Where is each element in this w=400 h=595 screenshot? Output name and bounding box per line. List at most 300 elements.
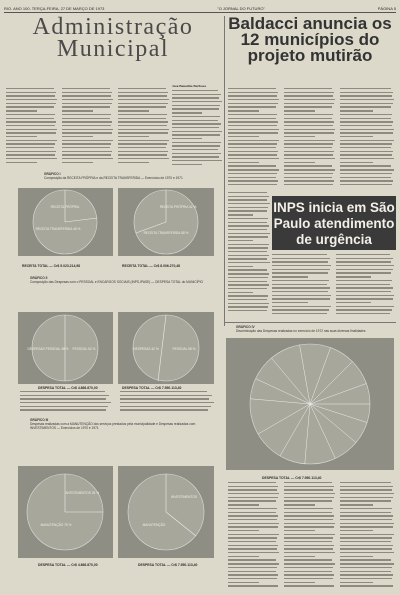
text-line [284,523,335,524]
text-line [6,99,57,100]
text-line [284,571,332,572]
text-line [340,173,392,174]
text-line [228,210,267,211]
text-line [228,559,276,560]
text-line [272,276,308,277]
text-line [228,482,276,483]
text-line [120,409,208,410]
text-line [118,106,166,107]
text-line [118,158,169,159]
text-line [336,298,393,299]
text-line [284,184,333,185]
text-line [228,556,259,557]
text-line [272,291,328,292]
masthead-page-number: PÁGINA 5 [377,5,396,11]
text-line [340,563,394,564]
text-line [228,214,253,215]
text-line [20,398,106,399]
text-line [172,153,221,154]
text-line [172,142,221,143]
text-line [228,199,267,200]
text-line [228,158,279,159]
text-line [228,306,268,307]
text-line [228,132,278,133]
text-line [228,530,259,531]
text-line [228,88,276,89]
text-line [284,125,333,126]
text-line [284,585,334,586]
text-line [284,512,332,513]
text-line [6,110,37,111]
text-line [340,99,394,100]
text-line [340,585,393,586]
text-line [228,292,253,293]
text-line [336,302,371,303]
text-line [340,121,393,122]
text-line [228,582,259,583]
text-line [336,261,391,262]
text-line [228,147,276,148]
text-line [6,136,37,137]
article-byline: José Benedito Barbosa [172,84,206,88]
text-line [284,489,333,490]
text-line [228,512,276,513]
graph2-left-total: DESPESA TOTAL — Cr$ 4.866.870,00 [38,386,98,390]
text-line [6,106,54,107]
text-line [118,121,168,122]
text-line [62,162,93,163]
text-line [172,164,202,165]
text-line [340,180,393,181]
text-line [340,162,373,163]
graph3-left-label-a: INVESTIMENTOS 25 % [64,491,100,495]
text-line [228,574,278,575]
inps-line2: Paulo atendimento [273,216,395,231]
text-line [272,272,328,273]
graph2-caption [30,276,220,284]
text-line [340,571,391,572]
text-line [172,105,220,106]
text-line [228,534,279,535]
text-line [228,244,269,245]
text-line [284,530,315,531]
text-line [336,269,393,270]
graph2-left-label-a: DESPESAS PESSOAL 48 % [27,347,69,351]
text-line [228,106,276,107]
text-line [62,88,110,89]
inps-column-1 [272,254,332,318]
text-line [272,254,327,255]
text-line [20,391,105,392]
text-line [228,552,279,553]
text-line [336,280,392,281]
graph3-right-total: DESPESA TOTAL — Cr$ 7.950.113,40 [138,563,198,567]
text-line [6,95,55,96]
text-line [340,106,391,107]
text-line [228,515,278,516]
text-line [118,125,167,126]
text-line [340,136,373,137]
text-line [340,88,391,89]
text-line [284,537,333,538]
text-line [336,258,393,259]
text-line [228,310,267,311]
text-line [120,406,211,407]
text-line [118,162,149,163]
text-line [62,121,112,122]
text-line [172,108,219,109]
text-line [62,95,111,96]
text-line [340,132,393,133]
text-line [172,94,221,95]
graph2-right-total: DESPESA TOTAL — Cr$ 7.950.113,40 [122,386,182,390]
text-line [272,313,327,314]
text-line [340,165,391,166]
graph2-title: GRÁFICO II [30,276,48,280]
graph2-right-label-a: DESPESAS 42 % [133,347,159,351]
graph4-title: GRÁFICO IV [236,325,255,329]
text-line [6,129,57,130]
text-line [228,203,270,204]
text-line [284,169,335,170]
text-line [228,184,277,185]
text-line [336,272,391,273]
text-line [6,114,55,115]
text-line [284,508,333,509]
text-line [340,118,391,119]
bottom-column-3 [340,482,395,590]
text-line [228,140,279,141]
text-line [172,156,219,157]
graph3-left-label-b: MANUTENÇÃO 75 % [40,523,72,527]
text-line [284,129,335,130]
text-line [228,129,279,130]
graph4-pie [226,338,394,470]
text-line [228,154,277,155]
text-line [340,567,392,568]
text-line [272,261,328,262]
text-line [62,154,111,155]
text-line [228,295,268,296]
graph1-title: GRÁFICO I [44,172,61,176]
text-line [228,173,277,174]
text-line [6,143,55,144]
text-line [340,154,392,155]
text-line [228,258,267,259]
text-line [62,132,112,133]
text-line [6,162,37,163]
text-line [284,556,315,557]
text-line [172,138,202,139]
text-line [284,92,334,93]
text-line [118,147,166,148]
text-line [172,131,222,132]
text-line [284,158,335,159]
text-line [118,92,168,93]
text-line [20,409,106,410]
masthead [4,4,396,13]
text-line [272,298,330,299]
column-divider [224,16,225,326]
text-line [272,309,329,310]
text-line [228,585,278,586]
text-line [340,534,394,535]
text-line [284,162,315,163]
text-line [228,537,277,538]
text-line [340,482,391,483]
text-line [62,147,110,148]
text-line [284,482,332,483]
text-line [228,571,276,572]
graph1-pies [18,188,214,258]
text-line [284,548,333,549]
text-line [340,512,391,513]
text-line [6,154,55,155]
graph2-pies [18,312,214,384]
text-line [284,147,332,148]
text-line [228,563,279,564]
text-line [118,114,167,115]
inps-headline-box [272,196,396,250]
text-line [272,302,308,303]
graph2-right-note [120,391,215,415]
headline-administracao [6,16,220,60]
text-line [284,559,332,560]
text-line [284,552,335,553]
text-line [172,90,218,91]
text-line [62,103,112,104]
text-line [284,582,315,583]
text-line [284,563,335,564]
text-line [284,526,334,527]
text-line [118,140,169,141]
text-line [228,125,277,126]
text-line [6,92,56,93]
text-line [340,556,373,557]
text-line [284,136,315,137]
text-line [340,504,373,505]
text-line [284,154,333,155]
text-line [62,136,93,137]
article-left-column-3 [118,88,170,168]
text-line [172,149,218,150]
text-line [228,103,278,104]
text-line [336,265,394,266]
text-line [284,110,315,111]
text-line [228,207,268,208]
text-line [272,287,330,288]
text-line [284,504,315,505]
text-line [172,145,220,146]
graph4-total: DESPESA TOTAL — Cr$ 7.950.113,40 [262,476,322,480]
graph1-left-label-a: RECEITA PRÓPRIA [50,205,80,209]
text-line [6,147,54,148]
text-line [228,251,267,252]
text-line [284,103,334,104]
text-line [284,500,332,501]
text-line [284,541,332,542]
text-line [228,151,278,152]
text-line [228,288,267,289]
text-line [272,280,329,281]
text-line [228,299,267,300]
text-line [172,97,219,98]
text-line [340,169,394,170]
text-line [340,493,394,494]
text-line [228,95,277,96]
text-line [340,578,392,579]
text-line [340,559,391,560]
text-line [340,515,393,516]
text-line [340,177,391,178]
text-line [340,500,391,501]
text-line [284,173,333,174]
text-line [62,110,93,111]
text-line [228,269,267,270]
text-line [62,125,111,126]
headline-right-line1: Baldacci anuncia os [228,14,392,33]
article-left-column-4 [172,90,222,168]
graph3-caption [30,418,220,430]
text-line [284,95,333,96]
text-line [172,127,219,128]
text-line [228,519,277,520]
text-line [284,497,334,498]
text-line [228,236,268,237]
text-line [62,92,112,93]
graph1-desc: Composição da RECEITA PRÓPRIA e da RECEITA TRANSFERIDA — Exercícios de 1970 e 1971 [44,176,183,180]
text-line [228,229,267,230]
text-line [228,121,278,122]
text-line [340,184,392,185]
text-line [118,95,167,96]
text-line [340,526,393,527]
inps-line3: de urgência [296,232,372,247]
bottom-column-1 [228,482,280,590]
text-line [340,103,393,104]
text-line [62,106,110,107]
text-line [228,526,278,527]
text-line [228,143,277,144]
text-line [228,541,276,542]
graph3-left-total: DESPESA TOTAL — Cr$ 4.866.870,00 [38,563,98,567]
graph1-right-label-a: RECEITA PRÓPRIA 42 % [159,205,197,209]
text-line [118,103,168,104]
text-line [228,177,276,178]
text-line [228,508,277,509]
text-line [6,158,57,159]
graph1-left-total: RECEITA TOTAL — Cr$ 5.023.214,98 [22,264,81,268]
text-line [228,110,259,111]
text-line [284,165,332,166]
article-left-column-1 [6,88,58,168]
graph1-right-label-b: RECEITA TRANSFERIDA 58 % [143,231,189,235]
text-line [62,99,113,100]
text-line [340,582,373,583]
text-line [120,398,209,399]
text-line [62,129,113,130]
graph3-desc: Despesas realizadas com a MANUTENÇÃO dos serviços prestados pela municipalidade e Despesas realizadas com INVESTIMENTOS — Exercícios de 1970 e 1971 [30,422,196,430]
text-line [6,151,56,152]
inps-column-2 [336,254,395,318]
text-line [228,180,278,181]
text-line [340,519,392,520]
graph3-right-label-a: INVESTIMENTOS [171,495,197,499]
text-line [340,147,391,148]
text-line [118,99,169,100]
text-line [228,273,269,274]
text-line [228,196,269,197]
graph3-right-label-b: MANUTENÇÃO [142,523,166,527]
text-line [228,99,279,100]
text-line [118,129,169,130]
graph2-right-label-b: PESSOAL 58 % [172,347,196,351]
text-line [284,99,335,100]
section-divider [224,322,396,323]
text-line [284,519,333,520]
text-line [228,255,269,256]
text-line [228,262,270,263]
text-line [228,92,278,93]
text-line [172,160,222,161]
text-line [62,140,113,141]
text-line [340,497,393,498]
text-line [284,140,335,141]
text-line [228,225,269,226]
article-right-column-4 [228,192,270,317]
graph1-left-label-b: RECEITA TRANSFERIDA 48 % [35,227,81,231]
text-line [228,500,276,501]
article-right-column-2 [284,88,336,188]
graph1-caption [44,172,214,180]
article-right-column-1 [228,88,280,188]
text-line [336,276,371,277]
text-line [284,180,334,181]
text-line [340,541,391,542]
text-line [228,281,267,282]
inps-line1: INPS inicia em São [273,200,395,215]
text-line [340,140,394,141]
text-line [284,132,334,133]
graph4-caption [236,325,386,333]
text-line [284,578,333,579]
text-line [228,284,269,285]
text-line [118,110,149,111]
text-line [228,169,279,170]
text-line [118,118,166,119]
text-line [284,567,333,568]
text-line [340,486,393,487]
text-line [62,158,113,159]
text-line [228,192,267,193]
graph2-left-note [20,391,112,415]
headline-right-line2: 12 municípios do [240,30,380,49]
text-line [336,295,394,296]
graph2-desc: Composição das Despesas com o PESSOAL e ENCARGOS SOCIAIS (INPS-IPASE) — DESPESA TOTAL do MUNICÍPIO [30,280,203,284]
text-line [6,103,56,104]
text-line [340,158,394,159]
text-line [340,151,393,152]
text-line [172,134,220,135]
text-line [6,88,54,89]
text-line [272,258,330,259]
text-line [336,313,390,314]
text-line [336,309,392,310]
text-line [6,121,56,122]
text-line [336,291,391,292]
graph3-pies [18,466,214,558]
text-line [228,266,253,267]
